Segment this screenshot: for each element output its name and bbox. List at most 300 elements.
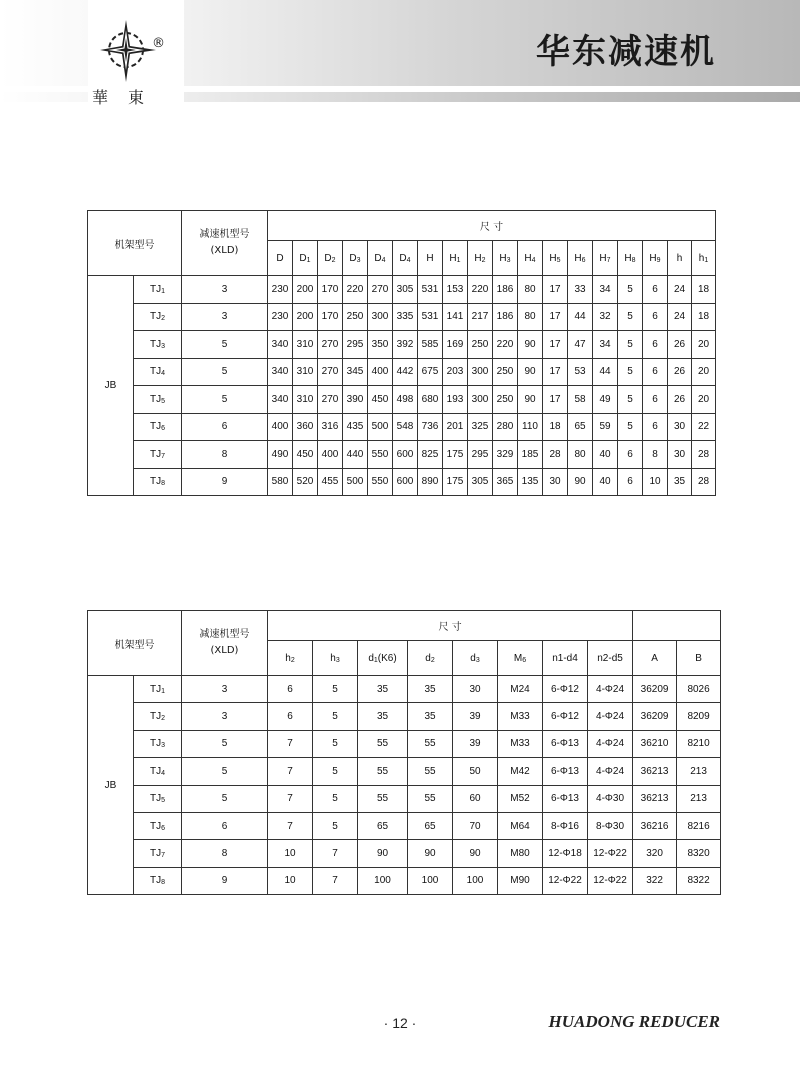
frame-model-label: TJ — [149, 421, 162, 433]
table-cell — [418, 276, 443, 304]
cell-value: 300 — [471, 393, 489, 405]
cell-value: 498 — [396, 393, 414, 405]
table-cell — [313, 867, 358, 894]
cell-value: 490 — [271, 448, 289, 460]
table-cell — [643, 441, 668, 469]
cell-value: 6-Φ13 — [551, 765, 579, 777]
cell-value: 70 — [469, 820, 481, 832]
cell-value: 8320 — [687, 848, 710, 860]
table-cell — [268, 676, 313, 703]
cell-value: 5 — [627, 366, 633, 378]
table-cell — [408, 867, 453, 894]
cell-value: 80 — [574, 448, 586, 460]
reducer-model-header-line1: 减速机型号 — [199, 629, 250, 640]
table-cell — [268, 331, 293, 359]
cell-value: M52 — [510, 793, 530, 805]
cell-value: 39 — [469, 738, 481, 750]
table-cell — [568, 386, 593, 414]
cell-value: 400 — [321, 448, 339, 460]
column-header — [668, 241, 692, 276]
reducer-model-value: 3 — [221, 683, 228, 695]
table-cell — [568, 276, 593, 304]
table-row — [88, 676, 721, 703]
reducer-model-cell — [182, 386, 268, 414]
reducer-model-cell — [182, 441, 268, 469]
table-cell — [668, 331, 692, 359]
column-header — [643, 241, 668, 276]
table-cell — [692, 441, 716, 469]
cell-value: 585 — [421, 338, 439, 350]
frame-model-cell — [134, 785, 182, 812]
table-cell — [498, 703, 543, 730]
cell-value: 531 — [421, 283, 439, 295]
cell-value: M64 — [510, 820, 530, 832]
cell-value: 400 — [271, 421, 289, 433]
cell-value: 17 — [549, 283, 561, 295]
cell-value: 5 — [627, 393, 633, 405]
table-cell — [668, 303, 692, 331]
table-cell — [313, 730, 358, 757]
table-cell — [468, 441, 493, 469]
cell-value: 186 — [496, 311, 514, 323]
table-cell — [468, 386, 493, 414]
table-cell — [453, 758, 498, 785]
cell-value: 35 — [673, 476, 686, 488]
table-cell — [692, 413, 716, 441]
cell-value: 175 — [446, 448, 464, 460]
cell-value: 217 — [471, 311, 489, 323]
frame-model-label: TJ — [149, 448, 162, 460]
table-cell — [318, 386, 343, 414]
cell-value: 250 — [496, 393, 514, 405]
table-cell — [543, 812, 588, 839]
column-header-subscript: 2 — [331, 256, 336, 264]
table-cell — [568, 358, 593, 386]
table-cell — [418, 358, 443, 386]
table-cell — [543, 386, 568, 414]
column-header-subscript: 8 — [631, 256, 636, 264]
column-header — [493, 241, 518, 276]
table-cell — [593, 413, 618, 441]
column-header — [443, 241, 468, 276]
reducer-model-cell — [182, 676, 268, 703]
table-cell — [293, 276, 318, 304]
cell-value: 50 — [469, 765, 481, 777]
cell-value: 90 — [574, 476, 586, 488]
table-cell — [318, 303, 343, 331]
table-cell — [543, 730, 588, 757]
table-cell — [358, 867, 408, 894]
cell-value: 340 — [271, 338, 289, 350]
cell-value: 6 — [652, 311, 658, 323]
reducer-model-cell — [182, 331, 268, 359]
cell-value: 680 — [421, 393, 439, 405]
group-label: JB — [104, 380, 117, 391]
cell-value: 28 — [697, 448, 710, 460]
cell-value: 169 — [446, 338, 464, 350]
table-cell — [468, 276, 493, 304]
reducer-model-cell — [182, 276, 268, 304]
frame-model-label: TJ — [149, 283, 162, 295]
table-cell — [343, 276, 368, 304]
table-cell — [368, 413, 393, 441]
cell-value: 28 — [697, 476, 710, 488]
cell-value: 17 — [549, 366, 561, 378]
cell-value: 6-Φ12 — [551, 683, 579, 695]
table-cell — [368, 468, 393, 496]
column-header — [368, 241, 393, 276]
cell-value: 17 — [549, 338, 561, 350]
cell-value: 35 — [424, 683, 436, 695]
cell-value: 26 — [673, 393, 686, 405]
cell-value: 8216 — [687, 820, 710, 832]
table-cell — [318, 331, 343, 359]
column-header-base: n1-d4 — [552, 652, 578, 664]
frame-model-cell — [134, 441, 182, 469]
table-cell — [293, 331, 318, 359]
table-cell — [293, 468, 318, 496]
column-header — [468, 241, 493, 276]
table-cell — [493, 358, 518, 386]
table-cell — [493, 331, 518, 359]
column-header-subscript: 1 — [704, 256, 709, 264]
column-header-base: d — [425, 652, 431, 664]
cell-value: 5 — [627, 338, 633, 350]
cell-value: 44 — [574, 311, 586, 323]
table-cell — [318, 441, 343, 469]
cell-value: 300 — [471, 366, 489, 378]
cell-value: 295 — [346, 338, 364, 350]
cell-value: 280 — [496, 421, 514, 433]
table-cell — [418, 413, 443, 441]
cell-value: 360 — [296, 421, 314, 433]
reducer-model-value: 5 — [221, 738, 228, 750]
frame-model-label: TJ — [149, 765, 162, 777]
table-cell — [393, 276, 418, 304]
table-cell — [453, 703, 498, 730]
column-header-subscript: 7 — [606, 256, 611, 264]
cell-value: 220 — [346, 283, 364, 295]
reducer-model-cell — [182, 468, 268, 496]
column-header-base: D — [374, 252, 382, 264]
cell-value: 36213 — [640, 765, 669, 777]
cell-value: 6 — [287, 683, 293, 695]
table-cell — [618, 468, 643, 496]
table-cell — [318, 413, 343, 441]
table-row — [88, 276, 716, 304]
cell-value: 36209 — [640, 711, 669, 723]
reducer-model-value: 5 — [221, 793, 228, 805]
frame-model-subscript: 7 — [161, 452, 165, 460]
frame-model-cell — [134, 812, 182, 839]
table-cell — [418, 386, 443, 414]
table-row — [88, 386, 716, 414]
table-row — [88, 867, 721, 894]
table-cell — [418, 303, 443, 331]
cell-value: 340 — [271, 366, 289, 378]
column-header-base: H — [624, 252, 632, 264]
table-cell — [268, 785, 313, 812]
table-cell — [268, 276, 293, 304]
column-header — [268, 241, 293, 276]
cell-value: 193 — [446, 393, 464, 405]
cell-value: 47 — [574, 338, 586, 350]
cell-value: 30 — [673, 421, 686, 433]
cell-value: 890 — [421, 476, 439, 488]
frame-model-header: 机架型号 — [88, 211, 182, 276]
cell-value: 6 — [627, 476, 633, 488]
table-cell — [543, 413, 568, 441]
cell-value: 53 — [574, 366, 586, 378]
table-cell — [268, 468, 293, 496]
frame-model-label: TJ — [149, 393, 162, 405]
table-cell — [293, 358, 318, 386]
table-cell — [268, 812, 313, 839]
reducer-model-header — [182, 211, 268, 276]
table-cell — [493, 303, 518, 331]
column-header-subscript: 2 — [290, 656, 295, 664]
cell-value: 5 — [627, 311, 633, 323]
table-cell — [692, 386, 716, 414]
table-cell — [343, 413, 368, 441]
table-cell — [408, 703, 453, 730]
cell-value: 675 — [421, 366, 439, 378]
table-cell — [518, 386, 543, 414]
table-cell — [633, 758, 677, 785]
table-cell — [313, 840, 358, 867]
table-cell — [368, 386, 393, 414]
cell-value: 24 — [673, 283, 686, 295]
frame-model-subscript: 2 — [161, 715, 165, 723]
table-cell — [443, 331, 468, 359]
cell-value: 435 — [346, 421, 364, 433]
footer-brand: HUADONG REDUCER — [548, 1012, 720, 1031]
table-row — [88, 468, 716, 496]
cell-value: 450 — [371, 393, 389, 405]
cell-value: 270 — [321, 366, 339, 378]
frame-model-cell — [134, 730, 182, 757]
column-header-base: H — [449, 252, 457, 264]
column-header-subscript: 4 — [531, 256, 536, 264]
cell-value: 34 — [599, 338, 611, 350]
cell-value: 450 — [296, 448, 314, 460]
table-cell — [408, 676, 453, 703]
table-cell — [443, 276, 468, 304]
frame-model-label: TJ — [149, 683, 162, 695]
group-cell — [88, 676, 134, 895]
table-cell — [618, 386, 643, 414]
cell-value: 17 — [549, 311, 561, 323]
column-header — [498, 641, 543, 676]
cell-value: 12-Φ22 — [593, 875, 627, 887]
reducer-model-value: 3 — [221, 283, 228, 295]
table-cell — [468, 468, 493, 496]
table-cell — [543, 441, 568, 469]
cell-value: 213 — [690, 765, 707, 777]
reducer-model-value: 5 — [221, 765, 228, 777]
table-cell — [358, 812, 408, 839]
column-header-base: H — [649, 252, 657, 264]
frame-model-cell — [134, 358, 182, 386]
column-header — [418, 241, 443, 276]
frame-model-subscript: 1 — [161, 687, 165, 695]
reducer-model-cell — [182, 812, 268, 839]
table-cell — [633, 703, 677, 730]
table-cell — [358, 676, 408, 703]
cell-value: 600 — [396, 448, 414, 460]
cell-value: M90 — [510, 875, 530, 887]
cell-value: 30 — [549, 476, 561, 488]
table-cell — [358, 840, 408, 867]
table-cell — [343, 358, 368, 386]
table-cell — [343, 468, 368, 496]
cell-value: 10 — [284, 848, 296, 860]
cell-value: 12-Φ18 — [548, 848, 582, 860]
table-cell — [618, 276, 643, 304]
table-cell — [633, 840, 677, 867]
cell-value: 7 — [332, 875, 338, 887]
cell-value: M80 — [510, 848, 530, 860]
table-cell — [643, 276, 668, 304]
table-cell — [293, 303, 318, 331]
cell-value: 250 — [471, 338, 489, 350]
cell-value: 230 — [271, 311, 289, 323]
cell-value: 55 — [376, 793, 389, 805]
table-cell — [343, 331, 368, 359]
table-row — [88, 303, 716, 331]
column-header-base: D — [324, 252, 332, 264]
frame-model-label: TJ — [149, 820, 162, 832]
table-cell — [268, 730, 313, 757]
cell-value: 7 — [287, 765, 293, 777]
column-header-subscript: 3 — [475, 656, 480, 664]
frame-model-header: 机架型号 — [88, 611, 182, 676]
frame-model-cell — [134, 303, 182, 331]
table-cell — [543, 358, 568, 386]
table-row — [88, 703, 721, 730]
column-header-base: H — [499, 252, 507, 264]
column-header-subscript: 3 — [506, 256, 511, 264]
table-cell — [568, 441, 593, 469]
table-cell — [453, 676, 498, 703]
column-header — [408, 641, 453, 676]
cell-value: 26 — [673, 338, 686, 350]
cell-value: M33 — [510, 738, 530, 750]
cell-value: 17 — [549, 393, 561, 405]
reducer-model-cell — [182, 703, 268, 730]
cell-value: 30 — [673, 448, 686, 460]
table-cell — [668, 468, 692, 496]
cell-value: 230 — [271, 283, 289, 295]
cell-value: 250 — [346, 311, 364, 323]
table-cell — [313, 703, 358, 730]
table-cell — [633, 676, 677, 703]
table-cell — [468, 331, 493, 359]
column-header-base: B — [695, 652, 702, 664]
table-cell — [543, 676, 588, 703]
column-header-subscript: 4 — [381, 256, 386, 264]
table-cell — [677, 840, 721, 867]
table-cell — [543, 785, 588, 812]
table-cell — [313, 812, 358, 839]
cell-value: 100 — [374, 875, 391, 887]
cell-value: 580 — [271, 476, 289, 488]
table-cell — [368, 441, 393, 469]
column-header — [543, 241, 568, 276]
reducer-model-value: 5 — [221, 366, 228, 378]
cell-value: 5 — [332, 820, 338, 832]
cell-value: 65 — [424, 820, 436, 832]
table-cell — [677, 730, 721, 757]
cell-value: 8-Φ30 — [596, 820, 625, 832]
table-cell — [518, 276, 543, 304]
reducer-model-cell — [182, 358, 268, 386]
cell-value: 203 — [446, 366, 464, 378]
column-header-subscript: 1 — [456, 256, 461, 264]
table-cell — [677, 785, 721, 812]
cell-value: 18 — [549, 421, 561, 433]
table-cell — [593, 358, 618, 386]
logo — [88, 0, 184, 114]
cell-value: 90 — [469, 848, 481, 860]
cell-value: 8-Φ16 — [551, 820, 579, 832]
cell-value: 4-Φ24 — [596, 711, 625, 723]
table-cell — [313, 785, 358, 812]
table-cell — [318, 358, 343, 386]
cell-value: 33 — [574, 283, 586, 295]
cell-value: 6 — [652, 338, 658, 350]
cell-value: 6-Φ13 — [551, 738, 579, 750]
table-cell — [293, 413, 318, 441]
cell-value: 322 — [646, 875, 663, 887]
table-row — [88, 331, 716, 359]
frame-model-subscript: 1 — [161, 287, 165, 295]
table-cell — [393, 386, 418, 414]
blank-header-cell — [633, 611, 721, 641]
table-cell — [643, 358, 668, 386]
table-cell — [618, 413, 643, 441]
table-cell — [593, 441, 618, 469]
column-header-subscript: 2 — [481, 256, 486, 264]
table-cell — [518, 413, 543, 441]
cell-value: M24 — [510, 683, 530, 695]
frame-model-subscript: 3 — [161, 342, 165, 350]
table-cell — [692, 303, 716, 331]
table-cell — [268, 441, 293, 469]
cell-value: 55 — [376, 738, 389, 750]
frame-model-subscript: 8 — [161, 480, 165, 488]
reducer-model-value: 9 — [221, 875, 228, 887]
table-cell — [668, 386, 692, 414]
cell-value: 825 — [421, 448, 439, 460]
cell-value: 5 — [332, 793, 338, 805]
table-cell — [643, 413, 668, 441]
column-header — [593, 241, 618, 276]
column-header-base: H — [426, 252, 434, 264]
cell-value: 6 — [652, 366, 658, 378]
cell-value: 392 — [396, 338, 414, 350]
cell-value: 100 — [421, 875, 439, 887]
cell-value: 250 — [496, 366, 514, 378]
cell-value: 36216 — [640, 820, 669, 832]
column-header — [453, 641, 498, 676]
table-cell — [593, 468, 618, 496]
column-header-base: H — [474, 252, 482, 264]
table-cell — [453, 812, 498, 839]
table-cell — [293, 386, 318, 414]
cell-value: 345 — [346, 366, 364, 378]
table-cell — [358, 730, 408, 757]
